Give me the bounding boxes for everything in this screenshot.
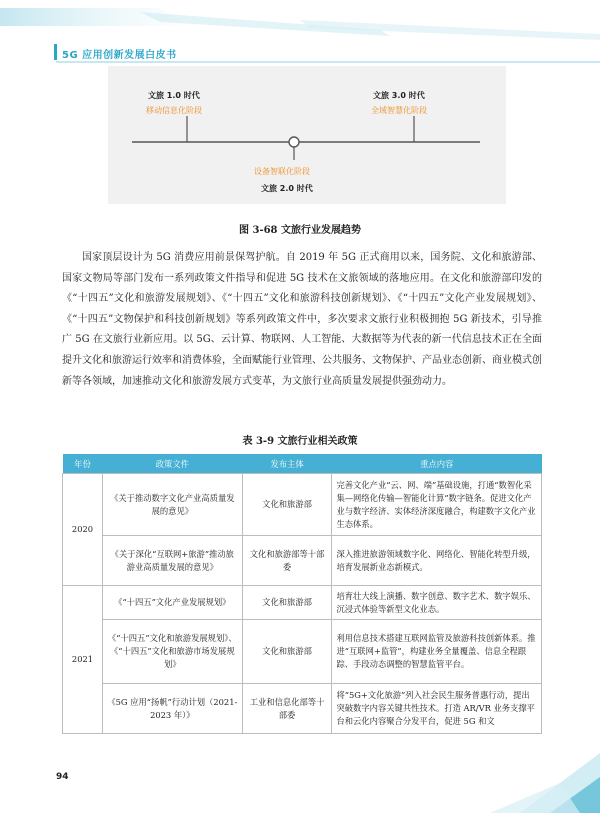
era-2-label: 文旅 2.0 时代 [261, 184, 313, 193]
table-row [63, 684, 542, 734]
table-row [63, 620, 542, 684]
col-header-doc: 政策文件 [102, 454, 242, 474]
issuer-cell: 文化和旅游部 [242, 474, 332, 536]
stage-2-label: 设备智联化阶段 [254, 167, 310, 176]
col-header-content: 重点内容 [332, 454, 542, 474]
page-number: 94 [56, 772, 69, 782]
doc-cell: 《5G 应用“扬帆”行动计划（2021-2023 年）》 [102, 684, 242, 734]
col-header-year: 年份 [63, 454, 103, 474]
col-header-issuer: 发布主体 [242, 454, 332, 474]
issuer-cell: 文化和旅游部等十部委 [242, 536, 332, 586]
issuer-cell: 文化和旅游部 [242, 620, 332, 684]
content-cell: 将“5G+文化旅游”列入社会民生服务普惠行动，提出突破数字内容关键共性技术。打造 AR/VR 业务支撑平台和云化内容聚合分发平台，促进 5G 和文 [332, 684, 542, 734]
table-header-row [63, 454, 542, 474]
era-1-label: 文旅 1.0 时代 [148, 91, 200, 100]
doc-cell: 《“十四五”文化产业发展规划》 [102, 586, 242, 620]
content-cell: 深入推进旅游领域数字化、网络化、智能化转型升级，培育发展新业态新模式。 [332, 536, 542, 586]
policy-table [62, 454, 542, 734]
page-header [0, 0, 600, 70]
year-cell: 2021 [63, 586, 103, 734]
doc-cell: 《“十四五”文化和旅游发展规划》、《“十四五”文化和旅游市场发展规划》 [102, 620, 242, 684]
table-row [63, 536, 542, 586]
content-cell: 利用信息技术搭建互联网监管及旅游科技创新体系。推进“互联网+监管”，构建业务全量覆盖、信息全程跟踪、手段动态调整的智慧监管平台。 [332, 620, 542, 684]
stage-1-label: 移动信息化阶段 [146, 106, 202, 115]
table-row [63, 586, 542, 620]
issuer-cell: 工业和信息化部等十部委 [242, 684, 332, 734]
era-3-label: 文旅 3.0 时代 [373, 91, 425, 100]
year-cell: 2020 [63, 474, 103, 586]
body-text [62, 248, 542, 392]
table-caption: 表 3-9 文旅行业相关政策 [242, 436, 358, 447]
stage-3-label: 全域智慧化阶段 [371, 106, 427, 115]
header-title: 5G 应用创新发展白皮书 [62, 50, 177, 61]
footer-decoration [480, 743, 600, 813]
doc-cell: 《关于深化“互联网+旅游”推动旅游业高质量发展的意见》 [102, 536, 242, 586]
table-row [63, 474, 542, 536]
content-cell: 完善文化产业“云、网、端”基础设施，打通“数智化采集—网络化传输—智能化计算”数字链条。促进文化产业与数字经济、实体经济深度融合，构建数字文化产业生态体系。 [332, 474, 542, 536]
trend-diagram [108, 66, 506, 204]
body-paragraph: 国家顶层设计为 5G 消费应用前景保驾护航。自 2019 年 5G 正式商用以来，国务院、文化和旅游部、国家文物局等部门发布一系列政策文件指导和促进 5G 技术在文旅领域的落地应用。在文化和旅游部印发的《“十四五”文化和旅游发展规划》、《“十四五”文化和旅游科技创新规划》、《“十四五”文化产业发展规划》、《“十四五”文物保护和科技创新规划》等系列政策文件中，多次要求文旅行业积极拥抱 5G 新技术，引导推广 5G 在文旅行业新应用。以 5G、云计算、物联网、人工智能、大数据等为代表的新一代信息技术正在全面提升文化和旅游运行效率和消费体验，全面赋能行业管理、公共服务、文物保护、产品业态创新、商业模式创新等各领域，加速推动文化和旅游发展方式变革，为文旅行业高质量发展提供强劲动力。 [62, 252, 542, 387]
doc-cell: 《关于推动数字文化产业高质量发展的意见》 [102, 474, 242, 536]
content-cell: 培育壮大线上演播、数字创意、数字艺术、数字娱乐、沉浸式体验等新型文化业态。 [332, 586, 542, 620]
figure-caption: 图 3-68 文旅行业发展趋势 [239, 225, 361, 236]
issuer-cell: 文化和旅游部 [242, 586, 332, 620]
